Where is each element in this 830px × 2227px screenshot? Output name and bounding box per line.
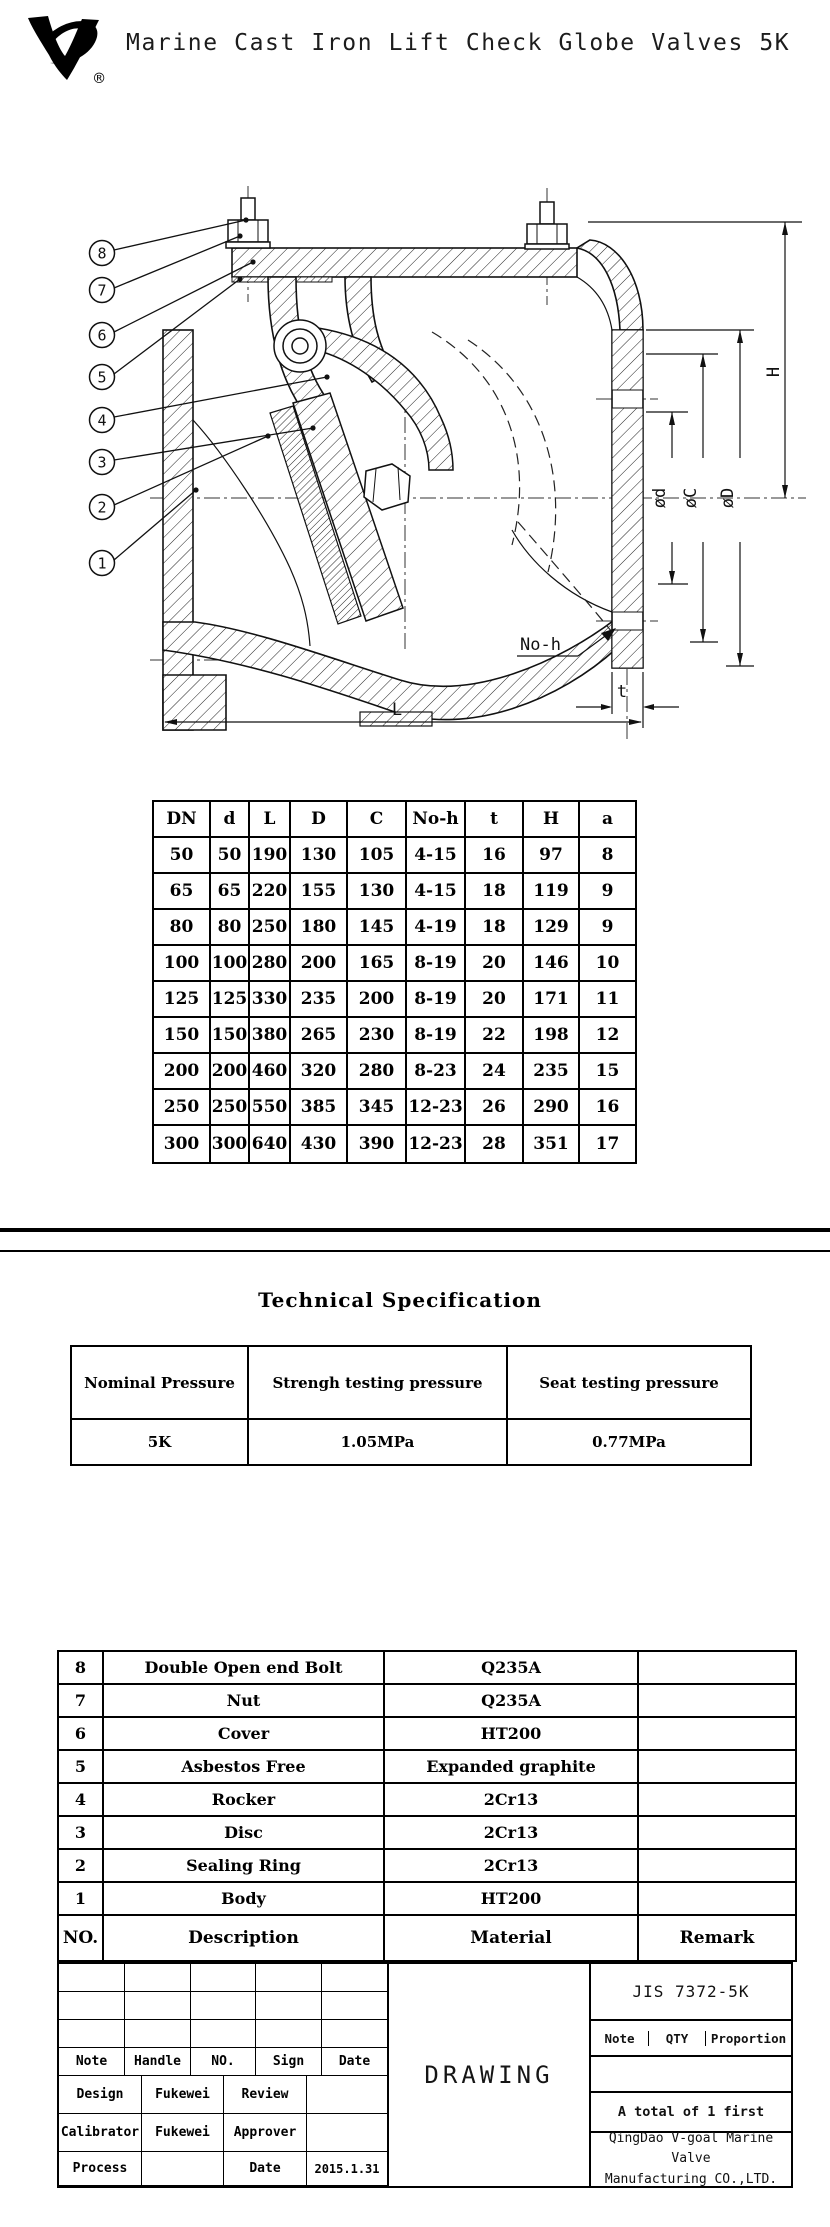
signoff-top-cell-r2-c4 — [322, 2020, 387, 2048]
dim-table-cell-r1-c1: 50 — [211, 838, 250, 874]
svg-text:5: 5 — [97, 368, 107, 387]
parts-table-cell-r7-c0: 1 — [59, 1883, 104, 1916]
nut-right — [527, 224, 567, 244]
dim-table-cell-r0-c1: d — [211, 802, 250, 838]
signoff-bottom-cell-r2-c0: Process — [59, 2152, 142, 2186]
drawing-label: DRAWING — [424, 2061, 554, 2089]
dim-table-cell-r4-c0: 100 — [154, 946, 211, 982]
dim-table-cell-r7-c0: 200 — [154, 1054, 211, 1090]
parts-table-cell-r3-c1: Asbestos Free — [104, 1751, 385, 1784]
dim-table-cell-r0-c3: D — [291, 802, 348, 838]
note-qty-proportion-header — [591, 2021, 791, 2057]
dim-table-cell-r5-c6: 20 — [466, 982, 524, 1018]
spec-table-cell-r1-c0: 5K — [72, 1420, 249, 1464]
dim-label-C: øC — [681, 487, 701, 509]
parts-table-cell-r0-c3 — [639, 1652, 795, 1685]
signoff-top-cell-r3-c4: Date — [322, 2048, 387, 2076]
dim-table-cell-r3-c3: 180 — [291, 910, 348, 946]
spec-table-cell-r0-c1: Strengh testing pressure — [249, 1347, 508, 1420]
parts-table-cell-r8-c1: Description — [104, 1916, 385, 1960]
parts-table-cell-r1-c1: Nut — [104, 1685, 385, 1718]
standard-number: JIS 7372-5K — [591, 1964, 791, 2021]
dim-table-cell-r7-c8: 15 — [580, 1054, 635, 1090]
dim-table-cell-r8-c3: 385 — [291, 1090, 348, 1126]
signoff-bottom-cell-r2-c1 — [142, 2152, 224, 2186]
registered-icon: ® — [94, 69, 105, 89]
dim-table-cell-r8-c7: 290 — [524, 1090, 580, 1126]
stud-bolt-right — [540, 202, 554, 224]
dim-label-H: H — [764, 366, 784, 378]
dim-table-cell-r6-c6: 22 — [466, 1018, 524, 1054]
signoff-bottom-cell-r1-c0: Calibrator — [59, 2114, 142, 2152]
signoff-top-cell-r2-c1 — [125, 2020, 191, 2048]
parts-table-cell-r5-c1: Disc — [104, 1817, 385, 1850]
title-block — [57, 1962, 793, 2188]
signoff-bottom-cell-r0-c0: Design — [59, 2076, 142, 2114]
signoff-top-cell-r1-c1 — [125, 1992, 191, 2020]
parts-table-cell-r5-c2: 2Cr13 — [385, 1817, 639, 1850]
parts-table-cell-r0-c0: 8 — [59, 1652, 104, 1685]
dim-table-cell-r1-c8: 8 — [580, 838, 635, 874]
signoff-top-cell-r3-c2: NO. — [191, 2048, 256, 2076]
dim-table-cell-r2-c2: 220 — [250, 874, 291, 910]
dim-table-cell-r4-c5: 8-19 — [407, 946, 466, 982]
dim-table-cell-r2-c8: 9 — [580, 874, 635, 910]
dim-table-cell-r7-c4: 280 — [348, 1054, 407, 1090]
parts-table-cell-r7-c2: HT200 — [385, 1883, 639, 1916]
signoff-bottom-cell-r0-c3 — [307, 2076, 387, 2114]
cover-bolts — [226, 198, 569, 249]
dim-table-cell-r5-c3: 235 — [291, 982, 348, 1018]
signoff-top-cell-r1-c2 — [191, 1992, 256, 2020]
dim-table-cell-r5-c7: 171 — [524, 982, 580, 1018]
parts-table-cell-r6-c2: 2Cr13 — [385, 1850, 639, 1883]
dim-table-cell-r7-c7: 235 — [524, 1054, 580, 1090]
svg-text:6: 6 — [97, 326, 107, 345]
dim-table-cell-r8-c6: 26 — [466, 1090, 524, 1126]
parts-table-cell-r4-c0: 4 — [59, 1784, 104, 1817]
parts-table-cell-r0-c1: Double Open end Bolt — [104, 1652, 385, 1685]
stud-bolt-left — [241, 198, 255, 220]
signoff-bottom-cell-r1-c2: Approver — [224, 2114, 307, 2152]
dim-table-cell-r0-c8: a — [580, 802, 635, 838]
dim-table-cell-r6-c4: 230 — [348, 1018, 407, 1054]
body-bottom-shell — [163, 618, 617, 720]
divider-thin — [0, 1250, 830, 1252]
dim-table-cell-r2-c3: 155 — [291, 874, 348, 910]
dim-label-L: L — [391, 700, 403, 720]
parts-table-cell-r1-c2: Q235A — [385, 1685, 639, 1718]
signoff-top-cell-r0-c1 — [125, 1964, 191, 1992]
dim-table-cell-r1-c6: 16 — [466, 838, 524, 874]
dim-table-cell-r8-c1: 250 — [211, 1090, 250, 1126]
title-block-drawing-cell — [389, 1964, 591, 2186]
dim-label-d: ød — [650, 487, 670, 509]
divider-thick — [0, 1228, 830, 1232]
dim-table-cell-r6-c5: 8-19 — [407, 1018, 466, 1054]
parts-table-cell-r7-c1: Body — [104, 1883, 385, 1916]
parts-table-cell-r2-c1: Cover — [104, 1718, 385, 1751]
parts-table-cell-r3-c2: Expanded graphite — [385, 1751, 639, 1784]
hidden-passage-lines — [432, 332, 612, 632]
dim-table-cell-r2-c7: 119 — [524, 874, 580, 910]
dim-table-cell-r7-c2: 460 — [250, 1054, 291, 1090]
dim-table-cell-r0-c0: DN — [154, 802, 211, 838]
dim-table-cell-r8-c8: 16 — [580, 1090, 635, 1126]
parts-table-cell-r7-c3 — [639, 1883, 795, 1916]
outlet-neck-inner — [577, 277, 612, 330]
dim-table-cell-r6-c3: 265 — [291, 1018, 348, 1054]
dim-table-cell-r7-c5: 8-23 — [407, 1054, 466, 1090]
company-name — [591, 2133, 791, 2186]
dim-table-cell-r3-c8: 9 — [580, 910, 635, 946]
signoff-top-cell-r1-c4 — [322, 1992, 387, 2020]
dim-table-cell-r1-c7: 97 — [524, 838, 580, 874]
proportion-col-label: Proportion — [710, 2030, 787, 2046]
dim-table-cell-r9-c2: 640 — [250, 1126, 291, 1162]
spec-heading: Technical Specification — [258, 1288, 542, 1312]
dim-table-cell-r6-c2: 380 — [250, 1018, 291, 1054]
parts-table-cell-r8-c3: Remark — [679, 1928, 755, 1948]
dim-table-cell-r2-c1: 65 — [211, 874, 250, 910]
spec-table-cell-r0-c2: Seat testing pressure — [508, 1347, 750, 1420]
parts-table-cell-r0-c2: Q235A — [385, 1652, 639, 1685]
dim-table-cell-r6-c0: 150 — [154, 1018, 211, 1054]
dim-table-cell-r7-c3: 320 — [291, 1054, 348, 1090]
company-line-2: Manufacturing CO.,LTD. — [604, 2171, 778, 2187]
dim-table-cell-r4-c8: 10 — [580, 946, 635, 982]
dim-table-cell-r8-c2: 550 — [250, 1090, 291, 1126]
parts-table-cell-r5-c3 — [639, 1817, 795, 1850]
parts-table-cell-r1-c0: 7 — [59, 1685, 104, 1718]
dim-table-cell-r0-c2: L — [250, 802, 291, 838]
note-qty-proportion-values — [591, 2057, 791, 2093]
dim-label-no-h: No-h — [520, 635, 561, 655]
dim-table-cell-r1-c2: 190 — [250, 838, 291, 874]
dim-table-cell-r0-c5: No-h — [407, 802, 466, 838]
dim-table-cell-r5-c5: 8-19 — [407, 982, 466, 1018]
dimension-table — [152, 800, 637, 1164]
dim-table-cell-r9-c0: 300 — [154, 1126, 211, 1162]
dim-table-cell-r6-c7: 198 — [524, 1018, 580, 1054]
spec-table — [70, 1345, 752, 1466]
dim-table-cell-r6-c1: 150 — [211, 1018, 250, 1054]
parts-table-cell-r6-c0: 2 — [59, 1850, 104, 1883]
dim-table-cell-r9-c6: 28 — [466, 1126, 524, 1162]
dim-table-cell-r5-c1: 125 — [211, 982, 250, 1018]
signoff-top-cell-r3-c1: Handle — [125, 2048, 191, 2076]
dim-table-cell-r4-c2: 280 — [250, 946, 291, 982]
valve-section-drawing — [0, 90, 830, 750]
signoff-top-cell-r3-c3: Sign — [256, 2048, 322, 2076]
spec-table-cell-r0-c0: Nominal Pressure — [72, 1347, 249, 1420]
body-left-wall — [163, 330, 193, 730]
signoff-top-cell-r2-c2 — [191, 2020, 256, 2048]
dim-table-cell-r2-c5: 4-15 — [407, 874, 466, 910]
signoff-top-cell-r0-c2 — [191, 1964, 256, 1992]
dim-table-cell-r9-c3: 430 — [291, 1126, 348, 1162]
dim-table-cell-r0-c7: H — [524, 802, 580, 838]
note-col-label: Note — [591, 2031, 649, 2046]
dim-table-cell-r8-c4: 345 — [348, 1090, 407, 1126]
parts-table-cell-r8-c2: Material — [385, 1916, 639, 1960]
qty-col-label: QTY — [649, 2031, 706, 2046]
dim-table-cell-r1-c3: 130 — [291, 838, 348, 874]
svg-text:1: 1 — [97, 554, 107, 573]
dim-table-cell-r2-c4: 130 — [348, 874, 407, 910]
signoff-bottom-cell-r0-c2: Review — [224, 2076, 307, 2114]
signoff-bottom-cell-r0-c1: Fukewei — [142, 2076, 224, 2114]
dim-table-cell-r3-c5: 4-19 — [407, 910, 466, 946]
parts-table-cell-r2-c0: 6 — [59, 1718, 104, 1751]
dim-table-cell-r3-c0: 80 — [154, 910, 211, 946]
dim-table-cell-r7-c6: 24 — [466, 1054, 524, 1090]
passage-line-right — [512, 530, 612, 612]
signoff-top-cell-r0-c3 — [256, 1964, 322, 1992]
signoff-top-cell-r3-c0: Note — [59, 2048, 125, 2076]
title-block-right — [591, 1964, 791, 2186]
dim-table-cell-r3-c1: 80 — [211, 910, 250, 946]
disc-nut — [364, 464, 410, 510]
dim-table-cell-r9-c4: 390 — [348, 1126, 407, 1162]
dim-table-cell-r4-c6: 20 — [466, 946, 524, 982]
svg-text:2: 2 — [97, 498, 107, 517]
dim-table-cell-r3-c2: 250 — [250, 910, 291, 946]
parts-table-cell-r4-c2: 2Cr13 — [385, 1784, 639, 1817]
svg-text:3: 3 — [97, 453, 107, 472]
parts-table-cell-r8-c0: NO. — [59, 1916, 104, 1960]
parts-table-cell-r5-c0: 3 — [59, 1817, 104, 1850]
dim-table-cell-r1-c4: 105 — [348, 838, 407, 874]
dim-table-cell-r4-c3: 200 — [291, 946, 348, 982]
spec-table-cell-r1-c2: 0.77MPa — [592, 1433, 666, 1451]
dim-table-cell-r5-c4: 200 — [348, 982, 407, 1018]
dim-table-cell-r1-c0: 50 — [154, 838, 211, 874]
parts-table-cell-r4-c3 — [639, 1784, 795, 1817]
svg-text:8: 8 — [97, 244, 107, 263]
dim-table-cell-r8-c5: 12-23 — [407, 1090, 466, 1126]
outlet-neck — [577, 240, 643, 330]
dim-label-t: t — [616, 682, 628, 702]
dim-table-cell-r9-c1: 300 — [211, 1126, 250, 1162]
signoff-top-cell-r2-c3 — [256, 2020, 322, 2048]
title-block-signoff-grid — [59, 1964, 389, 2186]
parts-table-cell-r6-c1: Sealing Ring — [104, 1850, 385, 1883]
dim-label-D: øD — [718, 487, 738, 509]
dim-table-cell-r4-c4: 165 — [348, 946, 407, 982]
dim-table-cell-r2-c6: 18 — [466, 874, 524, 910]
signoff-top-cell-r1-c3 — [256, 1992, 322, 2020]
dim-table-cell-r9-c8: 17 — [595, 1134, 620, 1154]
dim-table-cell-r5-c8: 11 — [580, 982, 635, 1018]
spec-table-cell-r1-c1: 1.05MPa — [249, 1420, 508, 1464]
dim-table-cell-r6-c8: 12 — [580, 1018, 635, 1054]
dim-table-cell-r9-c5: 12-23 — [407, 1126, 466, 1162]
sheet-total: A total of 1 first — [591, 2093, 791, 2133]
signoff-top-cell-r1-c0 — [59, 1992, 125, 2020]
valve-internals — [193, 320, 612, 646]
signoff-top-cell-r0-c0 — [59, 1964, 125, 1992]
parts-table-cell-r3-c0: 5 — [59, 1751, 104, 1784]
dim-table-cell-r4-c7: 146 — [524, 946, 580, 982]
dim-table-cell-r0-c6: t — [466, 802, 524, 838]
dim-table-cell-r1-c5: 4-15 — [407, 838, 466, 874]
vgoal-logo — [22, 6, 114, 92]
dim-table-cell-r9-c7: 351 — [524, 1126, 580, 1162]
dim-table-cell-r3-c7: 129 — [524, 910, 580, 946]
dim-table-cell-r3-c6: 18 — [466, 910, 524, 946]
parts-table-cell-r2-c3 — [639, 1718, 795, 1751]
dim-table-cell-r7-c1: 200 — [211, 1054, 250, 1090]
page-title: Marine Cast Iron Lift Check Globe Valves 5K — [126, 30, 791, 56]
signoff-bottom-cell-r1-c3 — [307, 2114, 387, 2152]
dim-table-cell-r4-c1: 100 — [211, 946, 250, 982]
parts-table — [57, 1650, 797, 1962]
signoff-bottom-cell-r2-c3: 2015.1.31 — [307, 2152, 387, 2186]
parts-table-cell-r4-c1: Rocker — [104, 1784, 385, 1817]
dim-table-cell-r5-c0: 125 — [154, 982, 211, 1018]
cover — [232, 248, 577, 277]
dim-table-cell-r2-c0: 65 — [154, 874, 211, 910]
dim-table-cell-r8-c0: 250 — [154, 1090, 211, 1126]
dim-table-cell-r0-c4: C — [348, 802, 407, 838]
parts-table-cell-r2-c2: HT200 — [385, 1718, 639, 1751]
signoff-bottom-cell-r1-c1: Fukewei — [142, 2114, 224, 2152]
dim-table-cell-r3-c4: 145 — [348, 910, 407, 946]
parts-table-cell-r1-c3 — [639, 1685, 795, 1718]
svg-text:7: 7 — [97, 281, 107, 300]
signoff-top-cell-r0-c4 — [322, 1964, 387, 1992]
parts-table-cell-r6-c3 — [639, 1850, 795, 1883]
svg-text:4: 4 — [97, 411, 107, 430]
dim-table-cell-r5-c2: 330 — [250, 982, 291, 1018]
parts-table-cell-r3-c3 — [639, 1751, 795, 1784]
company-line-1: QingDao V-goal Marine Valve — [608, 2131, 774, 2167]
signoff-top-cell-r2-c0 — [59, 2020, 125, 2048]
signoff-bottom-cell-r2-c2: Date — [224, 2152, 307, 2186]
